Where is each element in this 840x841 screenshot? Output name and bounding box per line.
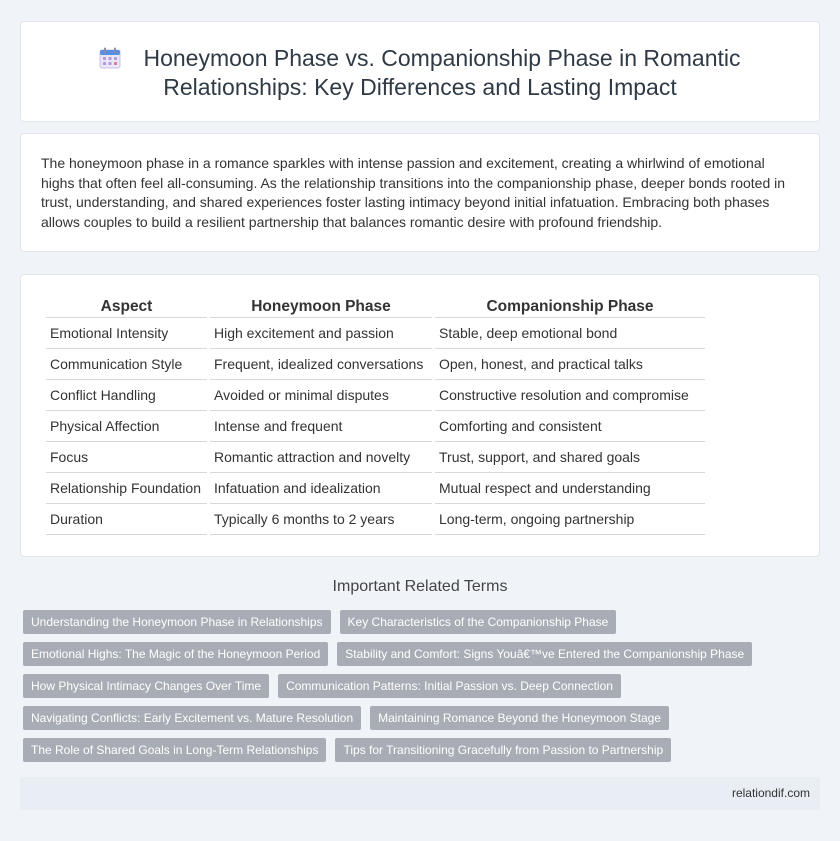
table-cell: Long-term, ongoing partnership [435,504,705,535]
comparison-table [43,296,708,535]
intro-paragraph: The honeymoon phase in a romance sparkles with intense passion and excitement, creating a whirlwind of emotional highs that often feel all-consuming. As the relationship transitions into the companionship phase, deeper bonds rooted in trust, understanding, and shared experiences foster lasting intimacy beyond initial infatuation. Embracing both phases allows couples to build a resilient partnership that balances romantic desire with profound friendship. [41,155,786,230]
tag-row [23,610,823,642]
related-term-link[interactable]: Key Characteristics of the Companionship Phase [340,610,617,634]
related-term-link[interactable]: How Physical Intimacy Changes Over Time [23,674,269,698]
related-terms-title: Important Related Terms [332,578,508,595]
tag-row [23,738,823,770]
table-cell: Frequent, idealized conversations [210,349,432,380]
table-cell: Romantic attraction and novelty [210,442,432,473]
header-card [20,21,820,122]
table-cell: Communication Style [46,349,207,380]
tag-row [23,674,823,706]
related-term-link[interactable]: The Role of Shared Goals in Long-Term Relationships [23,738,326,762]
column-header-honeymoon: Honeymoon Phase [210,296,432,318]
table-cell: Intense and frequent [210,411,432,442]
calendar-icon [99,47,121,69]
table-cell: Duration [46,504,207,535]
table-row [46,411,705,442]
table-cell: Emotional Intensity [46,318,207,349]
related-term-link[interactable]: Emotional Highs: The Magic of the Honeymoon Period [23,642,328,666]
table-cell: Conflict Handling [46,380,207,411]
table-cell: Relationship Foundation [46,473,207,504]
title-line-2: Relationships: Key Differences and Lasting Impact [163,74,677,100]
related-term-link[interactable]: Tips for Transitioning Gracefully from Passion to Partnership [335,738,671,762]
table-cell: Typically 6 months to 2 years [210,504,432,535]
table-cell: Stable, deep emotional bond [435,318,705,349]
related-terms-list [23,610,823,770]
footer [20,777,820,810]
table-cell: Focus [46,442,207,473]
related-term-link[interactable]: Maintaining Romance Beyond the Honeymoon Stage [370,706,669,730]
table-header-row [46,296,705,318]
column-header-companionship: Companionship Phase [435,296,705,318]
related-term-link[interactable]: Understanding the Honeymoon Phase in Relationships [23,610,331,634]
table-row [46,318,705,349]
related-term-link[interactable]: Navigating Conflicts: Early Excitement vs. Mature Resolution [23,706,361,730]
table-cell: Open, honest, and practical talks [435,349,705,380]
table-row [46,504,705,535]
related-term-link[interactable]: Communication Patterns: Initial Passion vs. Deep Connection [278,674,621,698]
table-row [46,349,705,380]
page-title [21,44,819,102]
table-cell: Physical Affection [46,411,207,442]
related-term-link[interactable]: Stability and Comfort: Signs Youâ€™ve Entered the Companionship Phase [337,642,752,666]
comparison-card [20,274,820,557]
column-header-aspect: Aspect [46,296,207,318]
table-cell: Mutual respect and understanding [435,473,705,504]
table-cell: High excitement and passion [210,318,432,349]
tag-row [23,706,823,738]
table-cell: Avoided or minimal disputes [210,380,432,411]
table-row [46,473,705,504]
footer-site-name: relationdif.com [731,786,810,800]
table-row [46,442,705,473]
table-cell: Infatuation and idealization [210,473,432,504]
title-line-1: Honeymoon Phase vs. Companionship Phase in Romantic [143,45,741,71]
table-row [46,380,705,411]
tag-row [23,642,823,674]
table-cell: Constructive resolution and compromise [435,380,705,411]
intro-card [20,133,820,252]
table-cell: Comforting and consistent [435,411,705,442]
table-cell: Trust, support, and shared goals [435,442,705,473]
